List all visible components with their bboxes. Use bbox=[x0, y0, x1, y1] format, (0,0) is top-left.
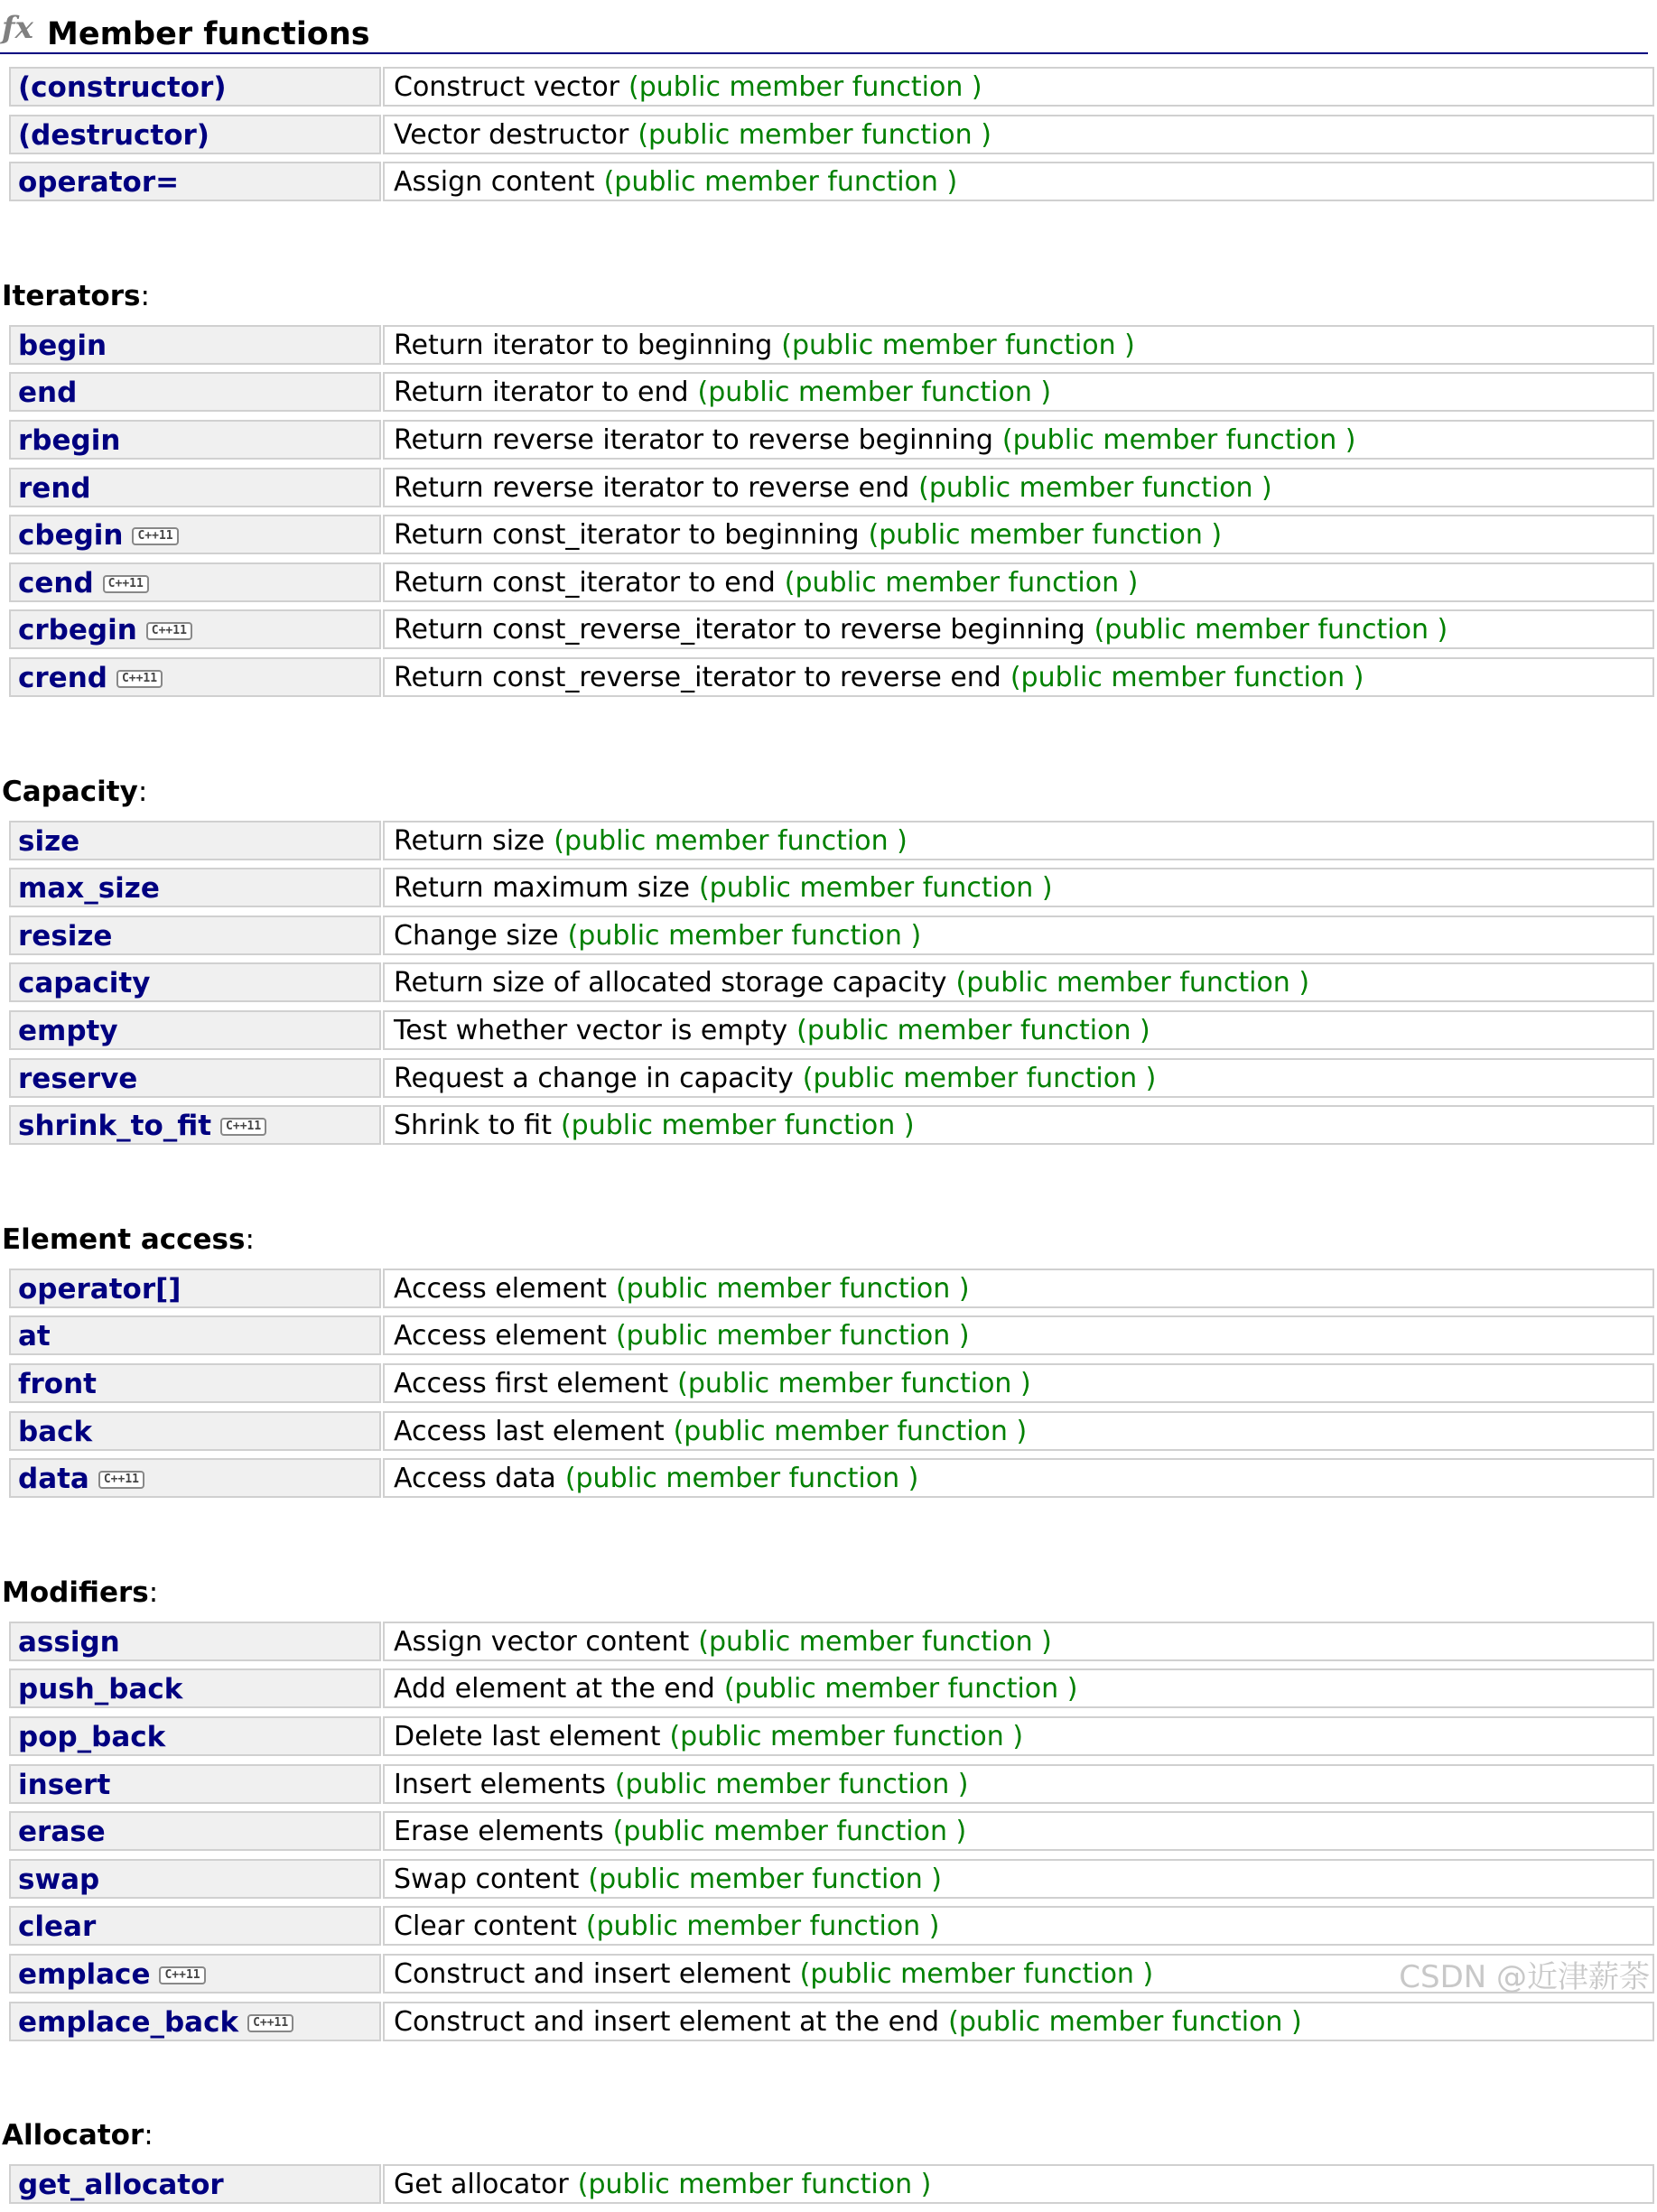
function-name-link[interactable] bbox=[18, 568, 149, 599]
function-name[interactable]: rend bbox=[18, 471, 91, 505]
function-description bbox=[394, 1064, 1156, 1094]
function-name-cell bbox=[9, 1668, 381, 1708]
function-description-cell bbox=[383, 1622, 1654, 1661]
function-name-cell bbox=[9, 1458, 381, 1498]
watermark: CSDN @近津薪荼 bbox=[1399, 1959, 1650, 1995]
member-kind-label: (public member function ) bbox=[784, 566, 1139, 599]
function-name-link[interactable] bbox=[18, 1627, 120, 1658]
description-text: Vector destructor bbox=[394, 118, 629, 151]
function-description-cell bbox=[383, 468, 1654, 507]
function-name-cell bbox=[9, 1859, 381, 1899]
function-description bbox=[394, 167, 957, 198]
function-description bbox=[394, 826, 908, 857]
function-description-cell bbox=[383, 1105, 1654, 1145]
table-row bbox=[9, 1906, 1654, 1946]
function-name-link[interactable] bbox=[18, 1464, 144, 1494]
function-description bbox=[394, 377, 1051, 408]
description-text: Return const_reverse_iterator to reverse end bbox=[394, 661, 1001, 693]
table-row bbox=[9, 1411, 1654, 1451]
function-name-cell bbox=[9, 1315, 381, 1355]
function-description-cell bbox=[383, 2164, 1654, 2204]
function-description bbox=[394, 968, 1309, 999]
function-name-cell bbox=[9, 2164, 381, 2204]
description-text: Change size bbox=[394, 919, 559, 952]
function-name[interactable]: resize bbox=[18, 919, 113, 953]
function-name-cell bbox=[9, 1411, 381, 1451]
description-text: Return size of allocated storage capacity bbox=[394, 967, 947, 999]
description-text: Return const_iterator to beginning bbox=[394, 519, 860, 552]
table-row bbox=[9, 1315, 1654, 1355]
table-row bbox=[9, 115, 1654, 154]
description-text: Access last element bbox=[394, 1415, 665, 1447]
function-name[interactable]: front bbox=[18, 1367, 97, 1400]
function-description bbox=[394, 921, 921, 952]
description-text: Construct vector bbox=[394, 71, 620, 103]
function-description-cell bbox=[383, 372, 1654, 412]
function-description-cell bbox=[383, 1010, 1654, 1050]
cpp11-badge-icon: C++11 bbox=[132, 527, 178, 545]
member-table bbox=[9, 821, 1654, 1153]
table-row bbox=[9, 1269, 1654, 1308]
description-text: Return reverse iterator to reverse beginning bbox=[394, 423, 993, 456]
function-name-link[interactable] bbox=[18, 1817, 106, 1847]
function-name-cell bbox=[9, 1906, 381, 1946]
function-name-cell bbox=[9, 515, 381, 554]
function-description-cell bbox=[383, 420, 1654, 460]
function-name-link[interactable] bbox=[18, 1064, 137, 1094]
function-name[interactable]: emplace_back bbox=[18, 2005, 239, 2039]
function-name-link[interactable] bbox=[18, 2170, 224, 2200]
function-description-cell bbox=[383, 962, 1654, 1002]
function-icon: fx bbox=[2, 10, 33, 46]
function-description-cell bbox=[383, 1764, 1654, 1804]
member-table bbox=[9, 325, 1654, 705]
member-kind-label: (public member function ) bbox=[585, 1910, 940, 1943]
section-title bbox=[2, 776, 147, 808]
function-name-cell bbox=[9, 1764, 381, 1804]
function-name[interactable]: emplace bbox=[18, 1957, 151, 1991]
function-name[interactable]: shrink_to_fit bbox=[18, 1110, 212, 1143]
function-description bbox=[394, 330, 1135, 361]
description-text: Shrink to fit bbox=[394, 1110, 552, 1142]
member-kind-label: (public member function ) bbox=[1010, 661, 1364, 693]
function-description-cell bbox=[383, 609, 1654, 649]
function-name-link[interactable] bbox=[18, 1369, 97, 1399]
member-kind-label: (public member function ) bbox=[799, 1957, 1154, 1990]
function-description-cell bbox=[383, 1906, 1654, 1946]
function-name-link[interactable] bbox=[18, 1911, 96, 1942]
table-row bbox=[9, 468, 1654, 507]
section-title bbox=[2, 1576, 158, 1609]
function-name[interactable]: cend bbox=[18, 566, 94, 599]
section-title-label: Iterators bbox=[2, 279, 141, 312]
section-title-label: Element access bbox=[2, 1222, 246, 1256]
function-name-link[interactable] bbox=[18, 120, 209, 151]
function-description-cell bbox=[383, 2002, 1654, 2041]
section-title bbox=[2, 2119, 154, 2152]
description-text: Return reverse iterator to reverse end bbox=[394, 471, 910, 504]
cpp11-badge-icon: C++11 bbox=[146, 622, 192, 640]
function-description bbox=[394, 1911, 939, 1942]
member-kind-label: (public member function ) bbox=[677, 1367, 1031, 1399]
function-name-cell bbox=[9, 2002, 381, 2041]
function-description-cell bbox=[383, 115, 1654, 154]
description-text: Access first element bbox=[394, 1367, 669, 1399]
function-description bbox=[394, 1959, 1153, 1990]
function-description bbox=[394, 1111, 915, 1141]
description-text: Return maximum size bbox=[394, 872, 690, 905]
function-description-cell bbox=[383, 1269, 1654, 1308]
function-name-cell bbox=[9, 868, 381, 907]
member-table bbox=[9, 67, 1654, 209]
description-text: Clear content bbox=[394, 1910, 577, 1943]
function-name-cell bbox=[9, 1105, 381, 1145]
table-row bbox=[9, 1058, 1654, 1098]
function-name[interactable]: reserve bbox=[18, 1062, 138, 1095]
member-kind-label: (public member function ) bbox=[918, 471, 1272, 504]
function-description-cell bbox=[383, 657, 1654, 697]
description-text: Return size bbox=[394, 824, 545, 857]
description-text: Return iterator to end bbox=[394, 376, 689, 409]
description-text: Return iterator to beginning bbox=[394, 329, 773, 361]
member-kind-label: (public member function ) bbox=[567, 919, 922, 952]
function-name-link[interactable] bbox=[18, 1274, 181, 1305]
member-table bbox=[9, 2164, 1654, 2212]
function-name-cell bbox=[9, 562, 381, 602]
table-row bbox=[9, 162, 1654, 201]
function-name-cell bbox=[9, 372, 381, 412]
function-name-link[interactable] bbox=[18, 826, 79, 857]
description-text: Access element bbox=[394, 1320, 607, 1352]
table-row bbox=[9, 657, 1654, 697]
function-description bbox=[394, 1417, 1027, 1447]
function-description bbox=[394, 1722, 1023, 1752]
member-table bbox=[9, 1269, 1654, 1506]
function-name[interactable]: (constructor) bbox=[18, 71, 227, 104]
description-text: Assign vector content bbox=[394, 1625, 690, 1658]
description-text: Access data bbox=[394, 1463, 556, 1495]
member-kind-label: (public member function ) bbox=[698, 1625, 1052, 1658]
function-name-link[interactable] bbox=[18, 473, 91, 504]
function-name-cell bbox=[9, 657, 381, 697]
member-kind-label: (public member function ) bbox=[723, 1673, 1078, 1705]
function-name[interactable]: operator= bbox=[18, 166, 180, 200]
function-name-link[interactable] bbox=[18, 1959, 206, 1990]
table-row bbox=[9, 1105, 1654, 1145]
member-kind-label: (public member function ) bbox=[638, 118, 991, 151]
section-title-colon: : bbox=[148, 1575, 159, 1609]
function-name-link[interactable] bbox=[18, 1674, 182, 1705]
function-name-cell bbox=[9, 962, 381, 1002]
member-kind-label: (public member function ) bbox=[673, 1415, 1028, 1447]
member-kind-label: (public member function ) bbox=[955, 967, 1310, 999]
function-description-cell bbox=[383, 562, 1654, 602]
function-name-cell bbox=[9, 1363, 381, 1403]
table-row bbox=[9, 1811, 1654, 1851]
table-row bbox=[9, 1458, 1654, 1498]
function-description-cell bbox=[383, 821, 1654, 860]
table-row bbox=[9, 372, 1654, 412]
function-name-cell bbox=[9, 468, 381, 507]
function-description-cell bbox=[383, 1315, 1654, 1355]
function-description-cell bbox=[383, 1363, 1654, 1403]
function-name-cell bbox=[9, 1811, 381, 1851]
function-name[interactable]: crend bbox=[18, 661, 107, 694]
description-text: Construct and insert element at the end bbox=[394, 2005, 940, 2038]
function-name[interactable]: swap bbox=[18, 1863, 100, 1896]
function-description bbox=[394, 663, 1364, 693]
function-name[interactable]: assign bbox=[18, 1625, 120, 1659]
function-name-link[interactable] bbox=[18, 1016, 118, 1046]
table-row bbox=[9, 821, 1654, 860]
cpp11-badge-icon: C++11 bbox=[116, 670, 163, 688]
function-name-link[interactable] bbox=[18, 873, 160, 904]
function-description bbox=[394, 473, 1272, 504]
function-description-cell bbox=[383, 515, 1654, 554]
function-name-cell bbox=[9, 420, 381, 460]
function-description-cell bbox=[383, 868, 1654, 907]
function-name[interactable]: back bbox=[18, 1415, 93, 1448]
function-name-cell bbox=[9, 1010, 381, 1050]
function-description bbox=[394, 568, 1138, 599]
function-name-cell bbox=[9, 1058, 381, 1098]
section-title-label: Allocator bbox=[2, 2119, 144, 2152]
section-title-label: Capacity bbox=[2, 775, 138, 808]
description-text: Construct and insert element bbox=[394, 1957, 791, 1990]
member-kind-label: (public member function ) bbox=[560, 1110, 915, 1142]
function-description bbox=[394, 873, 1053, 904]
table-row bbox=[9, 2164, 1654, 2204]
member-kind-label: (public member function ) bbox=[802, 1062, 1157, 1094]
function-description bbox=[394, 72, 982, 103]
function-name-link[interactable] bbox=[18, 377, 77, 408]
function-name[interactable]: empty bbox=[18, 1014, 118, 1047]
cpp11-badge-icon: C++11 bbox=[247, 2014, 293, 2032]
table-row bbox=[9, 1363, 1654, 1403]
function-name[interactable]: capacity bbox=[18, 967, 151, 1000]
section-title bbox=[2, 280, 150, 312]
function-name[interactable]: rbegin bbox=[18, 423, 121, 457]
function-name-link[interactable] bbox=[18, 167, 179, 198]
member-kind-label: (public member function ) bbox=[577, 2169, 932, 2201]
member-kind-label: (public member function ) bbox=[615, 1320, 970, 1352]
function-name-link[interactable] bbox=[18, 330, 107, 361]
table-row bbox=[9, 1668, 1654, 1708]
section-title-colon: : bbox=[245, 1222, 255, 1256]
function-description-cell bbox=[383, 1811, 1654, 1851]
member-kind-label: (public member function ) bbox=[948, 2005, 1302, 2038]
member-kind-label: (public member function ) bbox=[669, 1720, 1024, 1752]
function-name[interactable]: data bbox=[18, 1463, 89, 1496]
function-description bbox=[394, 520, 1222, 551]
function-description-cell bbox=[383, 1411, 1654, 1451]
function-name[interactable]: push_back bbox=[18, 1673, 183, 1706]
table-row bbox=[9, 915, 1654, 955]
function-name-cell bbox=[9, 609, 381, 649]
table-row bbox=[9, 1859, 1654, 1899]
function-name-cell bbox=[9, 1622, 381, 1661]
description-text: Return const_iterator to end bbox=[394, 566, 776, 599]
function-name[interactable]: crbegin bbox=[18, 614, 137, 647]
function-name-link[interactable] bbox=[18, 921, 112, 952]
page-title: Member functions bbox=[47, 16, 370, 52]
function-name[interactable]: end bbox=[18, 376, 78, 410]
function-name[interactable]: begin bbox=[18, 329, 107, 362]
member-kind-label: (public member function ) bbox=[628, 71, 982, 103]
function-name[interactable]: operator[] bbox=[18, 1272, 182, 1306]
function-description bbox=[394, 1627, 1052, 1658]
function-name-link[interactable] bbox=[18, 1722, 165, 1752]
cpp11-badge-icon: C++11 bbox=[103, 575, 149, 593]
table-row bbox=[9, 67, 1654, 107]
table-row bbox=[9, 562, 1654, 602]
description-text: Swap content bbox=[394, 1863, 580, 1895]
description-text: Request a change in capacity bbox=[394, 1062, 794, 1094]
function-description bbox=[394, 2170, 931, 2200]
description-text: Get allocator bbox=[394, 2169, 569, 2201]
function-description bbox=[394, 2007, 1302, 2038]
function-name-link[interactable] bbox=[18, 1770, 110, 1800]
member-kind-label: (public member function ) bbox=[781, 329, 1135, 361]
function-description bbox=[394, 1674, 1077, 1705]
cpp11-badge-icon: C++11 bbox=[220, 1118, 266, 1136]
table-row bbox=[9, 1764, 1654, 1804]
function-description-cell bbox=[383, 1458, 1654, 1498]
function-description-cell bbox=[383, 1859, 1654, 1899]
section-title-label: Modifiers bbox=[2, 1575, 149, 1609]
function-description-cell bbox=[383, 162, 1654, 201]
function-name-link[interactable] bbox=[18, 520, 179, 551]
function-description bbox=[394, 1864, 942, 1895]
table-row bbox=[9, 515, 1654, 554]
function-description-cell bbox=[383, 67, 1654, 107]
function-description bbox=[394, 615, 1448, 646]
function-name[interactable]: pop_back bbox=[18, 1720, 166, 1753]
function-name-cell bbox=[9, 821, 381, 860]
cpp11-badge-icon: C++11 bbox=[159, 1966, 205, 1984]
function-description bbox=[394, 425, 1355, 456]
function-description bbox=[394, 1817, 966, 1847]
function-description-cell bbox=[383, 915, 1654, 955]
function-name[interactable]: at bbox=[18, 1320, 51, 1353]
function-name-cell bbox=[9, 115, 381, 154]
function-name-link[interactable] bbox=[18, 2007, 293, 2038]
function-name-cell bbox=[9, 1269, 381, 1308]
section-title-colon: : bbox=[137, 775, 148, 808]
function-name-link[interactable] bbox=[18, 615, 192, 646]
function-name-link[interactable] bbox=[18, 1864, 99, 1895]
description-text: Access element bbox=[394, 1272, 607, 1305]
section-title bbox=[2, 1223, 255, 1256]
member-kind-label: (public member function ) bbox=[614, 1768, 969, 1800]
function-name[interactable]: clear bbox=[18, 1910, 97, 1944]
function-name-link[interactable] bbox=[18, 968, 150, 999]
function-description bbox=[394, 1016, 1150, 1046]
description-text: Assign content bbox=[394, 166, 595, 199]
table-row bbox=[9, 868, 1654, 907]
member-kind-label: (public member function ) bbox=[588, 1863, 942, 1895]
function-name[interactable]: get_allocator bbox=[18, 2169, 224, 2202]
member-kind-label: (public member function ) bbox=[868, 519, 1223, 552]
function-name[interactable]: max_size bbox=[18, 872, 160, 906]
description-text: Insert elements bbox=[394, 1768, 606, 1800]
table-row bbox=[9, 1010, 1654, 1050]
function-name[interactable]: size bbox=[18, 824, 80, 858]
function-name[interactable]: (destructor) bbox=[18, 118, 209, 152]
description-text: Erase elements bbox=[394, 1816, 604, 1848]
member-kind-label: (public member function ) bbox=[796, 1014, 1150, 1046]
section-title-colon: : bbox=[140, 279, 150, 312]
function-name-cell bbox=[9, 1954, 381, 1994]
function-name-cell bbox=[9, 162, 381, 201]
member-kind-label: (public member function ) bbox=[564, 1463, 919, 1495]
table-row bbox=[9, 420, 1654, 460]
function-name[interactable]: insert bbox=[18, 1768, 111, 1801]
function-description bbox=[394, 1369, 1031, 1399]
function-name-link[interactable] bbox=[18, 425, 120, 456]
function-description bbox=[394, 120, 991, 151]
description-text: Add element at the end bbox=[394, 1673, 715, 1705]
member-kind-label: (public member function ) bbox=[603, 166, 958, 199]
member-kind-label: (public member function ) bbox=[1094, 614, 1448, 646]
member-kind-label: (public member function ) bbox=[554, 824, 908, 857]
function-description-cell bbox=[383, 1668, 1654, 1708]
function-name-cell bbox=[9, 1716, 381, 1756]
member-functions-header bbox=[0, 7, 1648, 54]
function-name-link[interactable] bbox=[18, 663, 163, 693]
function-description bbox=[394, 1274, 970, 1305]
function-name-cell bbox=[9, 915, 381, 955]
function-description bbox=[394, 1321, 970, 1352]
function-name[interactable]: erase bbox=[18, 1816, 106, 1849]
function-description bbox=[394, 1464, 918, 1494]
function-description-cell bbox=[383, 1716, 1654, 1756]
description-text: Test whether vector is empty bbox=[394, 1014, 788, 1046]
function-description bbox=[394, 1770, 969, 1800]
function-name-cell bbox=[9, 67, 381, 107]
function-name-link[interactable] bbox=[18, 1111, 266, 1141]
description-text: Return const_reverse_iterator to reverse beginning bbox=[394, 614, 1085, 646]
function-description-cell bbox=[383, 325, 1654, 365]
member-kind-label: (public member function ) bbox=[1001, 423, 1356, 456]
table-row bbox=[9, 962, 1654, 1002]
function-name-link[interactable] bbox=[18, 72, 227, 103]
function-name-link[interactable] bbox=[18, 1321, 51, 1352]
table-row bbox=[9, 609, 1654, 649]
table-row bbox=[9, 1622, 1654, 1661]
member-kind-label: (public member function ) bbox=[697, 376, 1052, 409]
function-name-link[interactable] bbox=[18, 1417, 92, 1447]
table-row bbox=[9, 2002, 1654, 2041]
function-name[interactable]: cbegin bbox=[18, 519, 124, 553]
section-title-colon: : bbox=[144, 2119, 154, 2152]
table-row bbox=[9, 325, 1654, 365]
table-row bbox=[9, 1716, 1654, 1756]
member-kind-label: (public member function ) bbox=[612, 1816, 967, 1848]
member-kind-label: (public member function ) bbox=[615, 1272, 970, 1305]
function-name-cell bbox=[9, 325, 381, 365]
function-description-cell bbox=[383, 1058, 1654, 1098]
member-kind-label: (public member function ) bbox=[698, 872, 1053, 905]
cpp11-badge-icon: C++11 bbox=[98, 1471, 144, 1489]
description-text: Delete last element bbox=[394, 1720, 661, 1752]
